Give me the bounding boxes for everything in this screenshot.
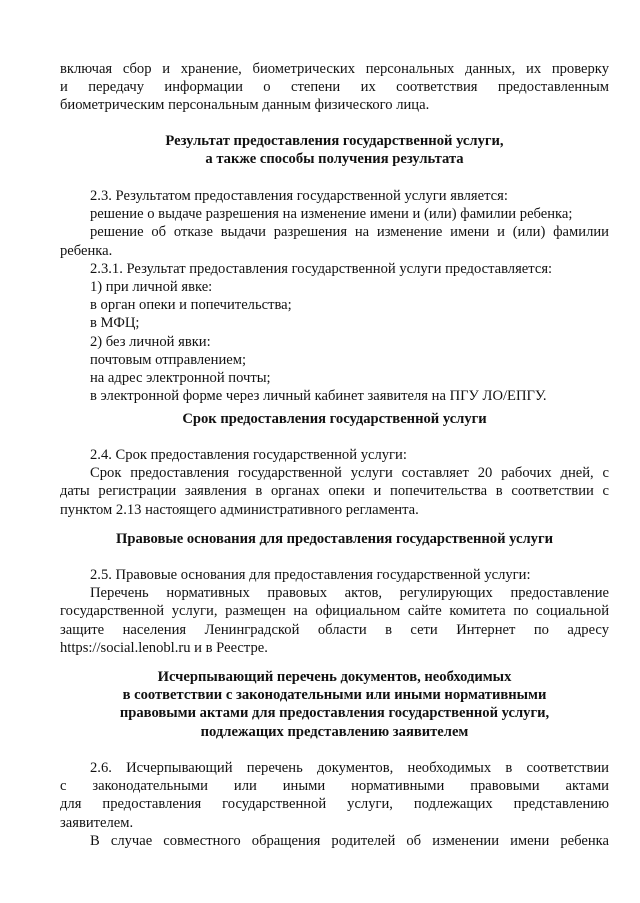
section-heading-line: Правовые основания для предоставления государственной услуги [115, 531, 553, 547]
paragraph: даты регистрации заявления в органах опеки и попечительства в соответствии с [60, 483, 609, 500]
section-heading-line: Результат предоставления государственной услуги, [165, 133, 504, 149]
paragraph: пунктом 2.13 настоящего административного регламента. [60, 501, 419, 518]
section-heading-line: правовыми актами для предоставления государственной услуги, [119, 705, 550, 722]
paragraph: ребенка. [60, 242, 113, 259]
text-line: и передачу информации о степени их соответствия предоставленным [60, 79, 609, 96]
list-item: 2) без личной явки: [90, 333, 211, 350]
list-item: в электронной форме через личный кабинет заявителя на ПГУ ЛО/ЕПГУ. [90, 388, 547, 405]
paragraph: 2.5. Правовые основания для предоставления государственной услуги: [90, 567, 531, 583]
paragraph: В случае совместного обращения родителей об изменении имени ребенка [90, 832, 609, 849]
paragraph: 2.3.1. Результат предоставления государственной услуги предоставляется: [90, 260, 553, 277]
list-item: почтовым отправлением; [90, 351, 247, 368]
text-line: биометрическим персональным данным физического лица. [60, 97, 430, 114]
section-term-body [60, 446, 609, 519]
section-heading-line: а также способы получения результата [205, 151, 464, 168]
paragraph: с законодательными или иными нормативными правовыми актами [60, 778, 609, 795]
list-item: в орган опеки и попечительства; [90, 297, 292, 314]
paragraph: 2.6. Исчерпывающий перечень документов, необходимых в соответствии [90, 760, 609, 776]
paragraph: заявителем. [60, 814, 134, 831]
text-line: включая сбор и хранение, биометрических персональных данных, их проверку [60, 61, 609, 77]
paragraph: https://social.lenobl.ru и в Реестре. [60, 639, 268, 656]
section-legal-body [60, 566, 609, 657]
section-heading-line: подлежащих представлению заявителем [200, 723, 469, 740]
heading-legal-grounds [60, 530, 609, 548]
paragraph: государственной услуги, размещен на официальном сайте комитета по социальной [60, 603, 609, 620]
paragraph: Перечень нормативных правовых актов, регулирующих предоставление [90, 585, 609, 602]
heading-documents [60, 668, 609, 741]
list-item: в МФЦ; [90, 315, 140, 332]
list-item: 1) при личной явке: [90, 279, 213, 296]
paragraph: защите населения Ленинградской области в сети Интернет по адресу [60, 621, 609, 638]
intro-paragraph [60, 60, 609, 115]
section-result-body [60, 187, 609, 405]
list-item: на адрес электронной почты; [90, 370, 271, 387]
paragraph: решение о выдаче разрешения на изменение имени и (или) фамилии ребенка; [90, 206, 573, 223]
paragraph: решение об отказе выдачи разрешения на изменение имени и (или) фамилии [90, 224, 609, 241]
paragraph: для предоставления государственной услуги, подлежащих представлению [60, 796, 609, 813]
section-documents-body [60, 759, 609, 850]
paragraph: 2.4. Срок предоставления государственной услуги: [90, 447, 407, 463]
section-heading-line: Исчерпывающий перечень документов, необходимых [157, 669, 512, 685]
section-heading-line: в соответствии с законодательными или иными нормативными [122, 687, 547, 704]
paragraph: 2.3. Результатом предоставления государственной услуги является: [90, 188, 508, 204]
section-heading-line: Срок предоставления государственной услуги [182, 411, 487, 427]
heading-term [60, 410, 609, 428]
heading-result [60, 132, 609, 168]
paragraph: Срок предоставления государственной услуги составляет 20 рабочих дней, с [90, 465, 609, 482]
